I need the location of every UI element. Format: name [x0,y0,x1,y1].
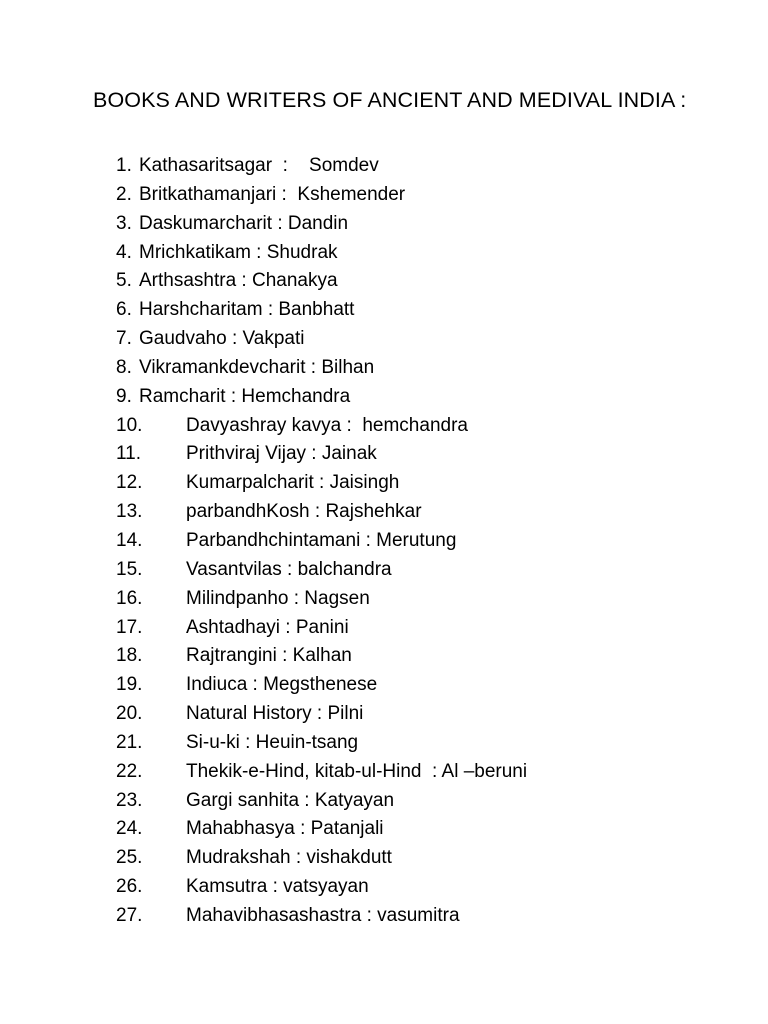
list-item-number: 24. [116,818,143,840]
list-item [0,758,768,787]
list-item-text: Davyashray kavya : hemchandra [186,414,468,436]
list-item [0,354,768,383]
list-item-text: Kamsutra : vatsyayan [186,876,369,898]
list-item-number: 5. [116,270,132,292]
list-item [0,383,768,412]
list-item-number: 2. [116,183,132,205]
list-item [0,267,768,296]
list-item-number: 6. [116,299,132,321]
list-item-number: 17. [116,616,143,638]
list-item [0,815,768,844]
list-item [0,498,768,527]
list-item [0,585,768,614]
list-item-number: 14. [116,529,143,551]
list-item-text: Natural History : Pilni [186,703,364,725]
list-item-number: 1. [116,155,132,176]
list-item [0,325,768,354]
list-item-text: Ramcharit : Hemchandra [139,385,351,407]
list-item-text: Thekik-e-Hind, kitab-ul-Hind : Al –beruni [186,760,528,782]
list-item-text: Vasantvilas : balchandra [186,558,392,580]
list-item-text: Kumarpalcharit : Jaisingh [186,472,400,494]
list-item-number: 23. [116,789,143,811]
list-item-text: Parbandhchintamani : Merutung [186,529,457,551]
book-writer-list [0,152,768,931]
list-item [0,152,768,181]
document-title: BOOKS AND WRITERS OF ANCIENT AND MEDIVAL INDIA : [93,88,687,112]
list-item [0,296,768,325]
list-item-number: 19. [116,674,143,696]
list-item [0,469,768,498]
list-item-text: Vikramankdevcharit : Bilhan [139,356,375,378]
list-item-text: Gargi sanhita : Katyayan [186,789,395,811]
list-item-text: Mahabhasya : Patanjali [186,818,384,840]
list-item-text: Ashtadhayi : Panini [186,616,349,638]
list-item-number: 16. [116,587,143,609]
list-item-number: 21. [116,731,143,753]
list-item [0,210,768,239]
list-item [0,700,768,729]
list-item-number: 7. [116,328,132,350]
list-item [0,642,768,671]
list-item [0,239,768,268]
list-item [0,614,768,643]
list-item-number: 26. [116,876,143,898]
list-item-text: Kathasaritsagar : Somdev [139,155,379,176]
list-item-text: Mahavibhasashastra : vasumitra [186,904,460,926]
list-item-number: 13. [116,501,143,523]
list-item-text: Prithviraj Vijay : Jainak [186,443,377,465]
list-item [0,181,768,210]
list-item-number: 12. [116,472,143,494]
list-item-text: Britkathamanjari : Kshemender [139,183,406,205]
list-item [0,412,768,441]
list-item-text: parbandhKosh : Rajshehkar [186,501,422,523]
list-item [0,440,768,469]
list-item [0,556,768,585]
list-item [0,873,768,902]
list-item-number: 9. [116,385,132,407]
list-item-number: 27. [116,904,143,926]
list-item-text: Milindpanho : Nagsen [186,587,370,609]
list-item-text: Si-u-ki : Heuin-tsang [186,731,359,753]
list-item-number: 11. [116,443,142,465]
list-item-number: 8. [116,356,132,378]
list-item [0,902,768,931]
list-item [0,844,768,873]
list-item [0,671,768,700]
list-item-number: 18. [116,645,143,667]
list-item-number: 10. [116,414,143,436]
list-item-text: Mrichkatikam : Shudrak [139,241,338,263]
list-item-text: Harshcharitam : Banbhatt [139,299,355,321]
list-item [0,729,768,758]
list-item-number: 25. [116,847,143,869]
list-item-number: 20. [116,703,143,725]
list-item-text: Indiuca : Megsthenese [186,674,378,696]
list-item-number: 4. [116,241,132,263]
list-item-number: 15. [116,558,143,580]
list-item-text: Gaudvaho : Vakpati [139,328,305,350]
list-item-text: Mudrakshah : vishakdutt [186,847,392,869]
list-item [0,787,768,816]
list-item-number: 3. [116,212,132,234]
list-item-text: Daskumarcharit : Dandin [139,212,349,234]
list-item-text: Arthsashtra : Chanakya [139,270,338,292]
list-item [0,527,768,556]
list-item-text: Rajtrangini : Kalhan [186,645,352,667]
list-item-number: 22. [116,760,143,782]
